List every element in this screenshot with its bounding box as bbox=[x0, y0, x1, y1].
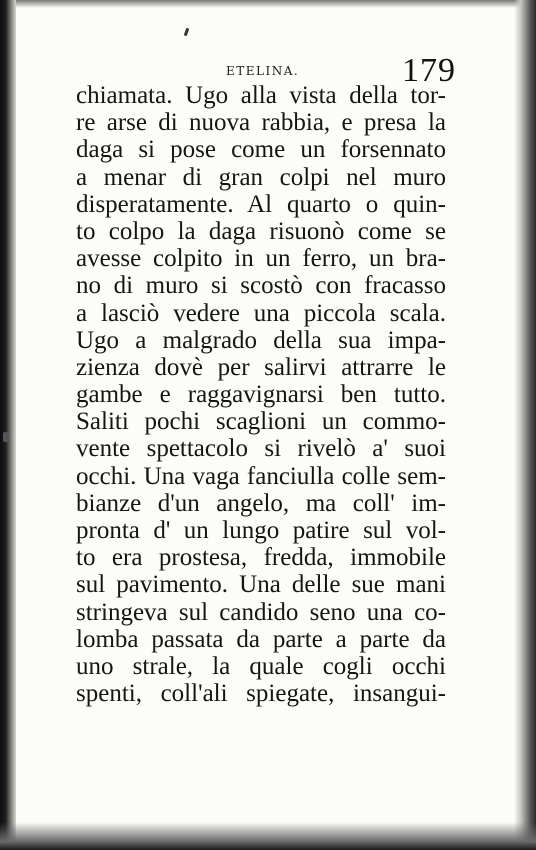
text-line: vente spettacolo si rivelò a' suoi bbox=[76, 435, 446, 463]
text-line: a menar di gran colpi nel muro bbox=[76, 163, 446, 191]
text-line: uno strale, la quale cogli occhi bbox=[76, 652, 446, 680]
text-line: occhi. Una vaga fanciulla colle sem- bbox=[76, 462, 446, 490]
text-line: chiamata. Ugo alla vista della tor- bbox=[76, 82, 446, 109]
text-line: stringeva sul candido seno una co- bbox=[76, 598, 446, 626]
text-line: gambe e raggavignarsi ben tutto. bbox=[76, 381, 446, 409]
text-line: Saliti pochi scaglioni un commo- bbox=[76, 408, 446, 436]
text-line: zienza dovè per salirvi attrarre le bbox=[76, 353, 446, 381]
text-line: avesse colpito in un ferro, un bra- bbox=[76, 245, 446, 273]
text-line: a lasciò vedere una piccola scala. bbox=[76, 299, 446, 327]
text-line: bianze d'un angelo, ma coll' im- bbox=[76, 489, 446, 517]
scan-right-edge-shadow bbox=[514, 0, 536, 850]
body-text bbox=[76, 82, 446, 707]
ink-speck bbox=[184, 28, 190, 37]
scan-gutter-shadow bbox=[0, 0, 16, 850]
text-line: spenti, coll'ali spiegate, insangui- bbox=[76, 680, 446, 708]
text-line: daga si pose come un forsennato bbox=[76, 136, 446, 164]
scan-bottom-shadow bbox=[0, 822, 536, 850]
text-line: to colpo la daga risuonò come se bbox=[76, 217, 446, 245]
running-head: ETELINA. bbox=[226, 64, 300, 78]
text-line: re arse di nuova rabbia, e presa la bbox=[76, 109, 446, 137]
scan-top-shadow bbox=[0, 0, 536, 8]
text-line: lomba passata da parte a parte da bbox=[76, 625, 446, 653]
text-line: no di muro si scostò con fracasso bbox=[76, 272, 446, 300]
page-number: 179 bbox=[402, 52, 456, 89]
text-line: disperatamente. Al quarto o quin- bbox=[76, 190, 446, 218]
text-line: to era prostesa, fredda, immobile bbox=[76, 544, 446, 572]
text-line: Ugo a malgrado della sua impa- bbox=[76, 326, 446, 354]
edge-mark bbox=[3, 432, 9, 442]
text-line: sul pavimento. Una delle sue mani bbox=[76, 571, 446, 599]
text-line: pronta d' un lungo patire sul vol- bbox=[76, 517, 446, 544]
